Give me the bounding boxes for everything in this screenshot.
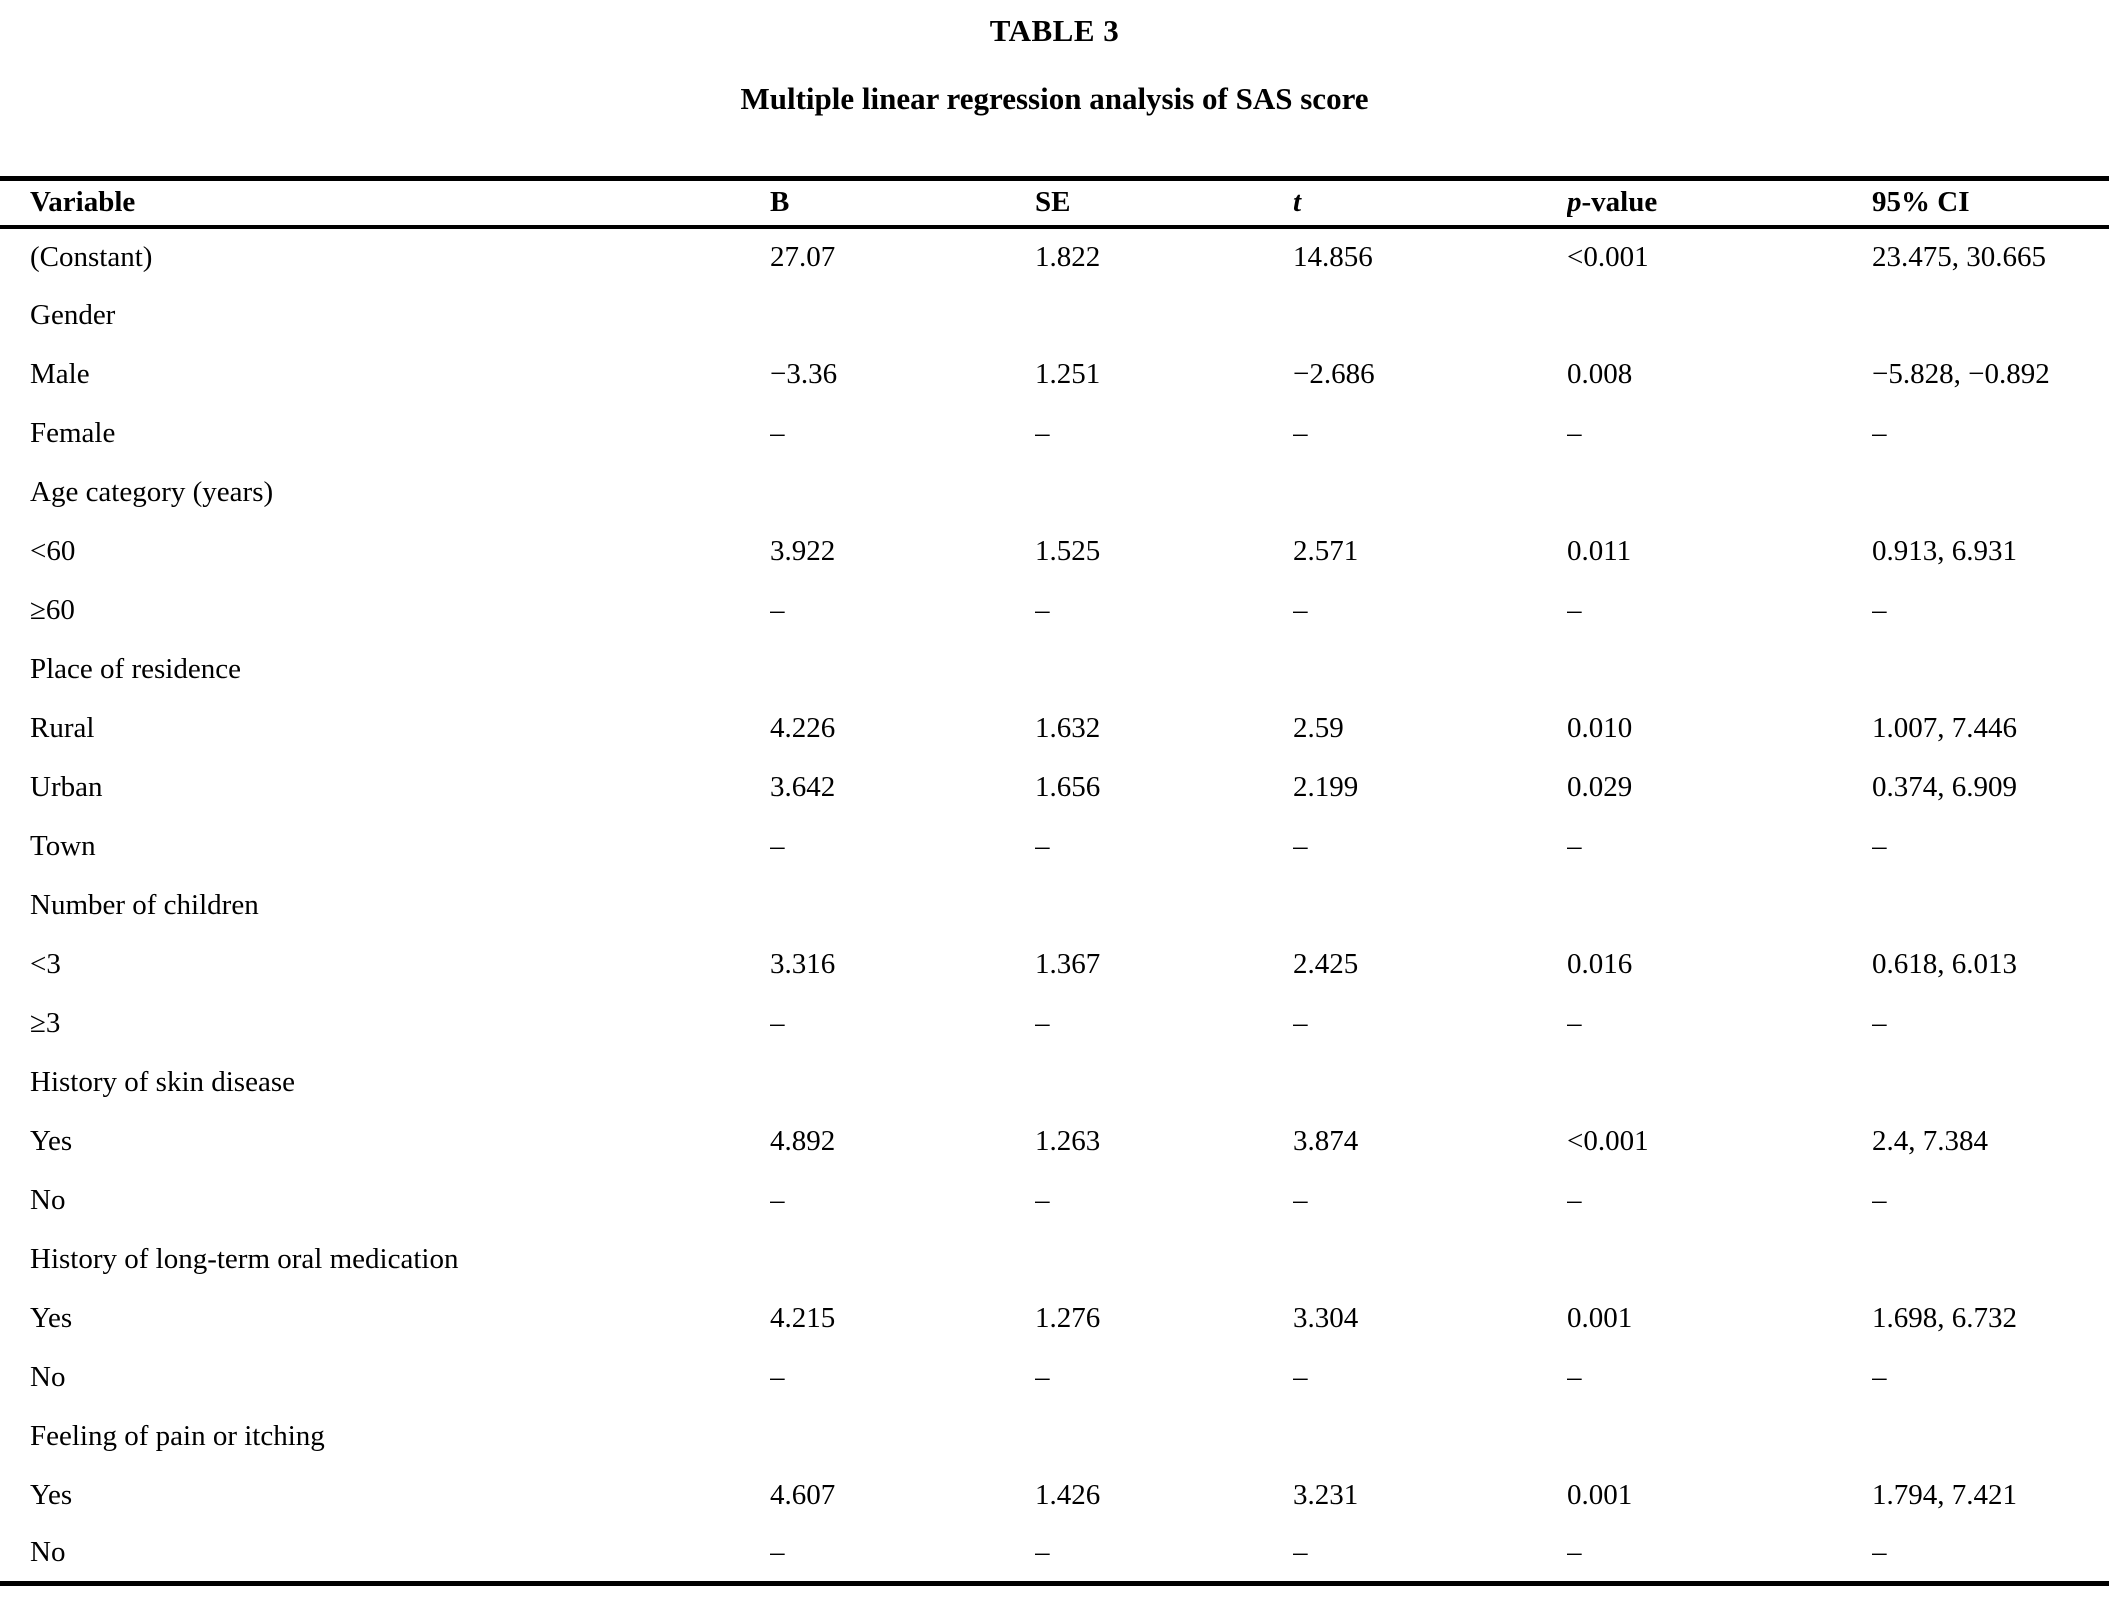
se-cell: – <box>1035 1360 1050 1393</box>
ci-cell <box>1872 1053 2109 1112</box>
ci-cell: 0.913, 6.931 <box>1872 534 2017 567</box>
p-cell <box>1567 640 1872 699</box>
variable-cell: Number of children <box>30 888 259 921</box>
b-cell: – <box>770 593 785 626</box>
b-cell: – <box>770 1006 785 1039</box>
t-cell: −2.686 <box>1293 357 1375 390</box>
ci-cell: – <box>1872 1183 1887 1216</box>
data-row <box>0 994 2109 1053</box>
variable-cell: Female <box>30 416 116 449</box>
p-value-italic-part: p <box>1567 186 1582 219</box>
ci-cell: 0.618, 6.013 <box>1872 947 2017 980</box>
p-cell <box>1567 286 1872 345</box>
t-cell <box>1293 1407 1567 1466</box>
p-cell: <0.001 <box>1567 240 1649 273</box>
se-cell: – <box>1035 829 1050 862</box>
variable-cell: (Constant) <box>30 240 153 273</box>
data-row <box>0 227 2109 286</box>
se-cell: 1.251 <box>1035 357 1101 390</box>
b-cell <box>770 286 1035 345</box>
ci-cell: −5.828, −0.892 <box>1872 357 2050 390</box>
p-cell: 0.001 <box>1567 1301 1633 1334</box>
ci-cell: – <box>1872 1360 1887 1393</box>
group-row <box>0 640 2109 699</box>
p-cell <box>1567 463 1872 522</box>
col-header-ci: 95% CI <box>1872 186 1970 219</box>
variable-cell: <60 <box>30 534 76 567</box>
t-cell <box>1293 1053 1567 1112</box>
se-cell: 1.822 <box>1035 240 1101 273</box>
ci-cell: – <box>1872 1536 1887 1569</box>
variable-cell: Age category (years) <box>30 475 274 508</box>
ci-cell <box>1872 1230 2109 1289</box>
data-row <box>0 345 2109 404</box>
variable-cell: Yes <box>30 1301 73 1334</box>
p-cell: 0.016 <box>1567 947 1633 980</box>
t-cell: 3.304 <box>1293 1301 1359 1334</box>
col-header-se: SE <box>1035 186 1071 219</box>
se-cell <box>1035 286 1293 345</box>
t-cell: 2.425 <box>1293 947 1359 980</box>
p-cell: – <box>1567 416 1582 449</box>
ci-cell: 1.007, 7.446 <box>1872 711 2017 744</box>
col-header-p-value <box>1567 179 1872 227</box>
b-cell <box>770 463 1035 522</box>
data-row <box>0 1466 2109 1525</box>
b-cell: 3.316 <box>770 947 836 980</box>
p-cell <box>1567 1407 1872 1466</box>
p-cell <box>1567 876 1872 935</box>
table-caption: Multiple linear regression analysis of SAS score <box>740 81 1369 116</box>
b-cell <box>770 640 1035 699</box>
p-cell: 0.001 <box>1567 1478 1633 1511</box>
variable-cell: <3 <box>30 947 61 980</box>
se-cell <box>1035 1053 1293 1112</box>
data-row <box>0 1112 2109 1171</box>
b-cell <box>770 1053 1035 1112</box>
ci-cell <box>1872 640 2109 699</box>
se-cell <box>1035 1230 1293 1289</box>
se-cell: 1.632 <box>1035 711 1101 744</box>
t-cell: 3.231 <box>1293 1478 1359 1511</box>
header-row <box>0 179 2109 227</box>
b-cell: – <box>770 1536 785 1569</box>
t-cell: 14.856 <box>1293 240 1373 273</box>
variable-cell: Yes <box>30 1124 73 1157</box>
p-cell: 0.029 <box>1567 770 1633 803</box>
col-header-variable: Variable <box>30 186 136 219</box>
variable-cell: No <box>30 1360 66 1393</box>
data-row <box>0 1289 2109 1348</box>
se-cell: – <box>1035 416 1050 449</box>
ci-cell: – <box>1872 593 1887 626</box>
ci-cell: 23.475, 30.665 <box>1872 240 2046 273</box>
variable-cell: Male <box>30 357 90 390</box>
t-cell <box>1293 286 1567 345</box>
p-cell: – <box>1567 829 1582 862</box>
col-header-t: t <box>1293 186 1302 219</box>
variable-cell: History of skin disease <box>30 1065 295 1098</box>
se-cell: – <box>1035 1183 1050 1216</box>
b-cell: 4.607 <box>770 1478 836 1511</box>
b-cell <box>770 1407 1035 1466</box>
t-cell: 3.874 <box>1293 1124 1359 1157</box>
p-cell: 0.011 <box>1567 534 1632 567</box>
p-cell: 0.010 <box>1567 711 1633 744</box>
p-value-rest-part: -value <box>1581 186 1658 219</box>
t-cell: 2.571 <box>1293 534 1359 567</box>
se-cell: – <box>1035 593 1050 626</box>
t-cell: – <box>1293 1360 1308 1393</box>
p-cell: 0.008 <box>1567 357 1633 390</box>
group-row <box>0 1230 2109 1289</box>
p-cell: <0.001 <box>1567 1124 1649 1157</box>
variable-cell: ≥3 <box>30 1006 61 1039</box>
se-cell: 1.656 <box>1035 770 1101 803</box>
se-cell: 1.263 <box>1035 1124 1101 1157</box>
variable-cell: Urban <box>30 770 103 803</box>
b-cell: 3.642 <box>770 770 836 803</box>
p-cell: – <box>1567 1536 1582 1569</box>
b-cell: 4.226 <box>770 711 836 744</box>
data-row <box>0 699 2109 758</box>
ci-cell: 2.4, 7.384 <box>1872 1124 1988 1157</box>
b-cell: – <box>770 416 785 449</box>
variable-cell: Yes <box>30 1478 73 1511</box>
variable-cell: Place of residence <box>30 652 241 685</box>
variable-cell: History of long-term oral medication <box>30 1242 459 1275</box>
se-cell <box>1035 876 1293 935</box>
ci-cell <box>1872 463 2109 522</box>
p-cell: – <box>1567 593 1582 626</box>
ci-cell: 1.794, 7.421 <box>1872 1478 2017 1511</box>
t-cell: – <box>1293 1006 1308 1039</box>
se-cell: 1.367 <box>1035 947 1101 980</box>
data-row <box>0 935 2109 994</box>
t-cell: 2.199 <box>1293 770 1359 803</box>
b-cell: 3.922 <box>770 534 836 567</box>
data-row <box>0 1348 2109 1407</box>
ci-cell <box>1872 1407 2109 1466</box>
se-cell <box>1035 463 1293 522</box>
t-cell: 2.59 <box>1293 711 1344 744</box>
se-cell: 1.525 <box>1035 534 1101 567</box>
p-cell: – <box>1567 1183 1582 1216</box>
b-cell: 27.07 <box>770 240 836 273</box>
t-cell: – <box>1293 1536 1308 1569</box>
group-row <box>0 1053 2109 1112</box>
t-cell <box>1293 640 1567 699</box>
table-number: TABLE 3 <box>989 13 1120 48</box>
group-row <box>0 463 2109 522</box>
t-cell: – <box>1293 416 1308 449</box>
regression-table <box>0 176 2109 1586</box>
se-cell: 1.426 <box>1035 1478 1101 1511</box>
p-cell <box>1567 1053 1872 1112</box>
t-cell: – <box>1293 1183 1308 1216</box>
variable-cell: No <box>30 1536 66 1569</box>
ci-cell <box>1872 876 2109 935</box>
data-row <box>0 817 2109 876</box>
b-cell <box>770 876 1035 935</box>
variable-cell: Rural <box>30 711 95 744</box>
variable-cell: ≥60 <box>30 593 75 626</box>
t-cell <box>1293 876 1567 935</box>
ci-cell: – <box>1872 1006 1887 1039</box>
group-row <box>0 286 2109 345</box>
data-row <box>0 581 2109 640</box>
data-row <box>0 404 2109 463</box>
t-cell: – <box>1293 829 1308 862</box>
b-cell: – <box>770 1183 785 1216</box>
t-cell <box>1293 1230 1567 1289</box>
ci-cell: – <box>1872 416 1887 449</box>
se-cell: – <box>1035 1536 1050 1569</box>
ci-cell <box>1872 286 2109 345</box>
col-header-b: B <box>770 186 790 219</box>
group-row <box>0 876 2109 935</box>
p-cell: – <box>1567 1360 1582 1393</box>
group-row <box>0 1407 2109 1466</box>
b-cell <box>770 1230 1035 1289</box>
b-cell: 4.215 <box>770 1301 836 1334</box>
variable-cell: Town <box>30 829 96 862</box>
t-cell <box>1293 463 1567 522</box>
b-cell: 4.892 <box>770 1124 836 1157</box>
data-row <box>0 758 2109 817</box>
b-cell: – <box>770 829 785 862</box>
b-cell: −3.36 <box>770 357 838 390</box>
p-cell <box>1567 1230 1872 1289</box>
ci-cell: 0.374, 6.909 <box>1872 770 2017 803</box>
variable-cell: No <box>30 1183 66 1216</box>
ci-cell: – <box>1872 829 1887 862</box>
p-cell: – <box>1567 1006 1582 1039</box>
ci-cell: 1.698, 6.732 <box>1872 1301 2017 1334</box>
se-cell <box>1035 1407 1293 1466</box>
data-row <box>0 522 2109 581</box>
se-cell: 1.276 <box>1035 1301 1101 1334</box>
se-cell <box>1035 640 1293 699</box>
data-row <box>0 1525 2109 1584</box>
data-row <box>0 1171 2109 1230</box>
variable-cell: Feeling of pain or itching <box>30 1419 325 1452</box>
variable-cell: Gender <box>30 298 116 331</box>
t-cell: – <box>1293 593 1308 626</box>
se-cell: – <box>1035 1006 1050 1039</box>
b-cell: – <box>770 1360 785 1393</box>
